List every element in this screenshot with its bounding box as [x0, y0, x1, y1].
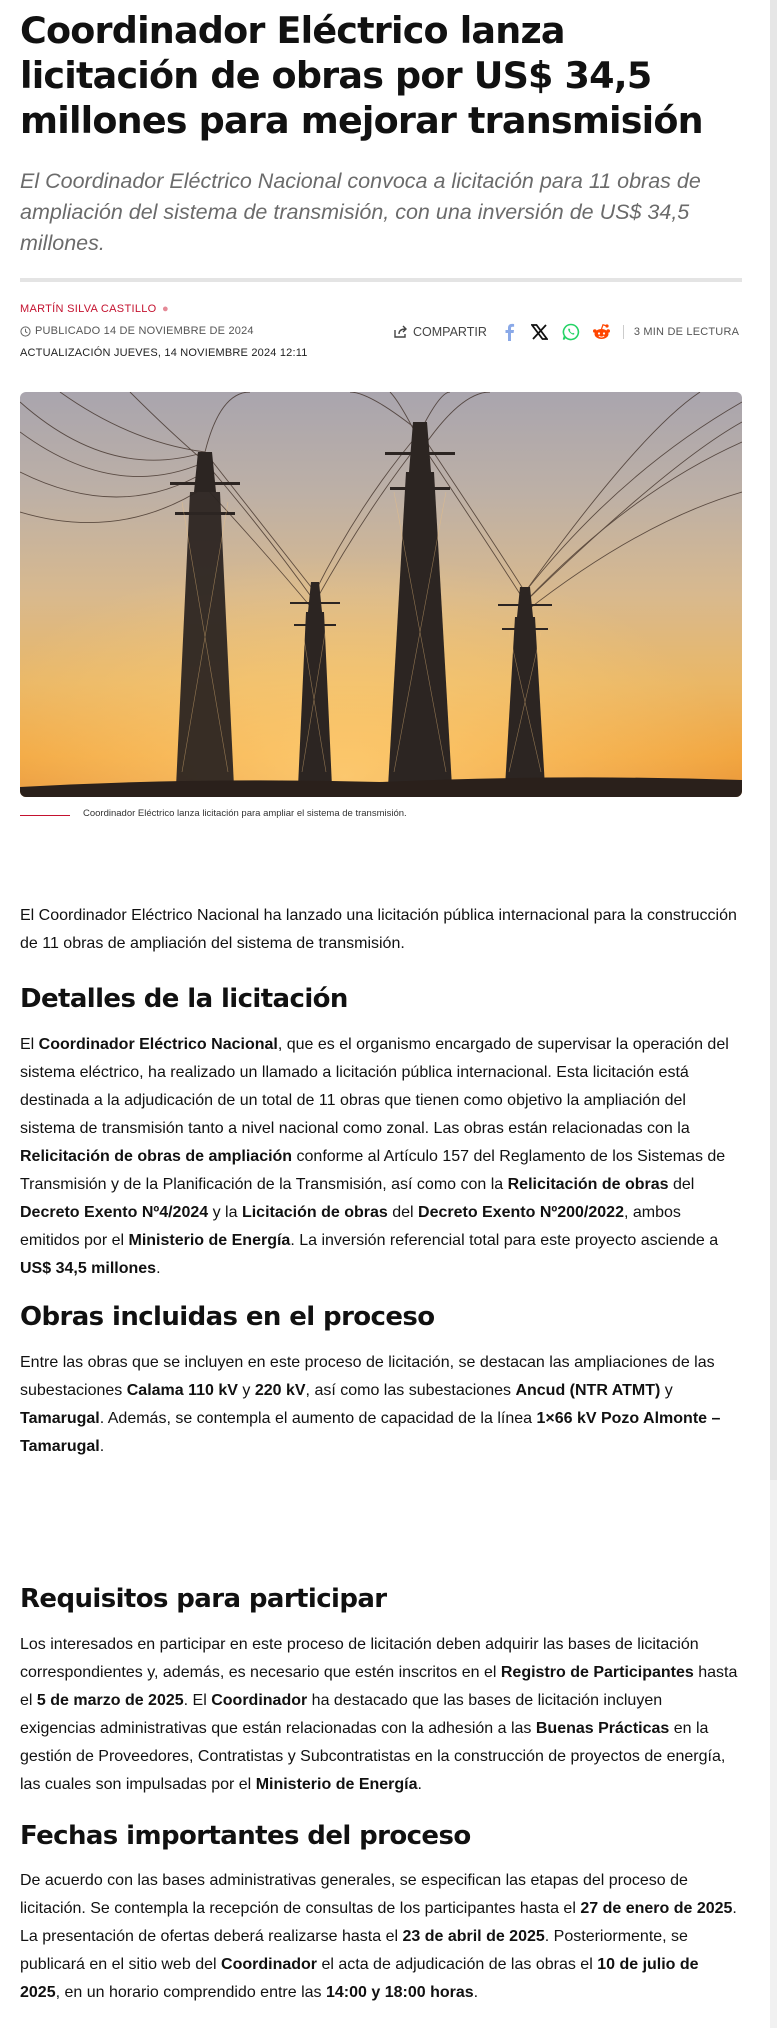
heading-obras: Obras incluidas en el proceso — [20, 1302, 435, 1332]
emphasis-text: 10 de julio de 2025 — [20, 1956, 699, 2001]
emphasis-text: Buenas Prácticas — [535, 1720, 670, 1737]
paragraph-detalles: El Coordinador Eléctrico Nacional, que es el organismo encargado de supervisar la operación del sistema eléctrico, ha realizado un llamado a licitación pública internacional. Esta licitación está destinada a la adjudicación de un total de 11 obras que tienen como objetivo la ampliación del sistema de transmisión tanto a nivel nacional como zonal. Las obras están relacionadas con la Relicitación de obras de ampliación conforme al Artículo 157 del Reglamento de los Sistemas de Transmisión y de la Planificación de la Transmisión, así como con la Relicitación de obras del Decreto Exento Nº4/2024 y la Licitación de obras del Decreto Exento Nº200/2022, ambos emitidos por el Ministerio de Energía. La inversión referencial total para este proyecto asciende a US$ 34,5 millones. — [20, 1036, 729, 1277]
page-edge-segment — [770, 0, 777, 1480]
image-caption: Coordinador Eléctrico lanza licitación para ampliar el sistema de transmisión. — [83, 808, 407, 819]
emphasis-text: Ministerio de Energía — [255, 1776, 418, 1793]
emphasis-text: Tamarugal — [20, 1410, 100, 1427]
article-image — [20, 392, 742, 797]
emphasis-text: 1×66 kV Pozo Almonte – Tamarugal — [20, 1410, 721, 1455]
published-text: PUBLICADO 14 DE NOVIEMBRE DE 2024 — [35, 325, 254, 337]
share-bar — [393, 322, 739, 342]
emphasis-text: Ministerio de Energía — [128, 1232, 291, 1249]
heading-detalles: Detalles de la licitación — [20, 984, 348, 1014]
author-link[interactable]: MARTÍN SILVA CASTILLO — [20, 303, 157, 315]
page-edge — [770, 0, 777, 2028]
emphasis-text: 14:00 y 18:00 horas — [325, 1984, 474, 2001]
emphasis-text: 220 kV — [254, 1382, 306, 1399]
emphasis-text: Decreto Exento Nº200/2022 — [418, 1204, 624, 1221]
emphasis-text: Relicitación de obras de ampliación — [20, 1148, 293, 1165]
emphasis-text: Relicitación de obras — [507, 1176, 669, 1193]
updated-date: ACTUALIZACIÓN JUEVES, 14 NOVIEMBRE 2024 12:11 — [20, 347, 308, 359]
power-towers-sunset-image — [20, 392, 742, 797]
emphasis-text: Decreto Exento Nº4/2024 — [20, 1204, 209, 1221]
intro-paragraph: El Coordinador Eléctrico Nacional ha lanzado una licitación pública internacional para la construcción de 11 obras de ampliación del sistema de transmisión. — [20, 907, 737, 952]
emphasis-text: Coordinador — [211, 1692, 308, 1709]
emphasis-text: 23 de abril de 2025 — [402, 1928, 545, 1945]
facebook-icon[interactable] — [499, 322, 519, 342]
x-icon[interactable] — [530, 322, 550, 342]
caption-accent-line — [20, 815, 70, 816]
share-icon — [393, 325, 409, 339]
author-dot-icon: ● — [162, 303, 169, 315]
emphasis-text: Registro de Participantes — [500, 1664, 694, 1681]
share-button[interactable] — [393, 325, 487, 339]
heading-fechas: Fechas importantes del proceso — [20, 1821, 471, 1851]
paragraph-fechas: De acuerdo con las bases administrativas generales, se especifican las etapas del proceso de licitación. Se contempla la recepción de consultas de los participantes hasta el 27 de enero de 2025. La presentación de ofertas deberá realizarse hasta el 23 de abril de 2025. Posteriormente, se publicará en el sitio web del Coordinador el acta de adjudicación de las obras el 10 de julio de 2025, en un horario comprendido entre las 14:00 y 18:00 horas. — [20, 1872, 737, 2001]
emphasis-text: 27 de enero de 2025 — [580, 1900, 733, 1917]
paragraph-obras: Entre las obras que se incluyen en este proceso de licitación, se destacan las ampliaciones de las subestaciones Calama 110 kV y 220 kV, así como las subestaciones Ancud (NTR ATMT) y Tamarugal. Además, se contempla el aumento de capacidad de la línea 1×66 kV Pozo Almonte – Tamarugal. — [20, 1354, 721, 1455]
emphasis-text: Coordinador Eléctrico Nacional — [38, 1036, 278, 1053]
header-divider — [20, 278, 742, 282]
emphasis-text: Licitación de obras — [241, 1204, 388, 1221]
emphasis-text: Calama 110 kV — [126, 1382, 238, 1399]
emphasis-text: Ancud (NTR ATMT) — [515, 1382, 661, 1399]
emphasis-text: US$ 34,5 millones — [20, 1260, 157, 1277]
article-headline: Coordinador Eléctrico lanza licitación de obras por US$ 34,5 millones para mejorar transmisión — [20, 9, 703, 142]
reddit-icon[interactable] — [592, 322, 612, 342]
emphasis-text: 5 de marzo de 2025 — [36, 1692, 184, 1709]
share-divider — [623, 325, 624, 339]
published-date — [20, 325, 254, 337]
article-subtitle: El Coordinador Eléctrico Nacional convoca a licitación para 11 obras de ampliación del sistema de transmisión, con una inversión de US$ 34,5 millones. — [20, 169, 701, 255]
heading-requisitos: Requisitos para participar — [20, 1584, 387, 1614]
share-label: COMPARTIR — [413, 325, 487, 339]
paragraph-requisitos: Los interesados en participar en este proceso de licitación deben adquirir las bases de licitación correspondientes y, además, es necesario que estén inscritos en el Registro de Participantes hasta el 5 de marzo de 2025. El Coordinador ha destacado que las bases de licitación incluyen exigencias administrativas que están relacionadas con la adhesión a las Buenas Prácticas en la gestión de Proveedores, Contratistas y Subcontratistas en la construcción de proyectos de energía, las cuales son impulsadas por el Ministerio de Energía. — [20, 1636, 738, 1793]
read-time: 3 MIN DE LECTURA — [633, 326, 740, 338]
clock-icon — [20, 326, 31, 337]
emphasis-text: Coordinador — [221, 1956, 318, 1973]
whatsapp-icon[interactable] — [561, 322, 581, 342]
